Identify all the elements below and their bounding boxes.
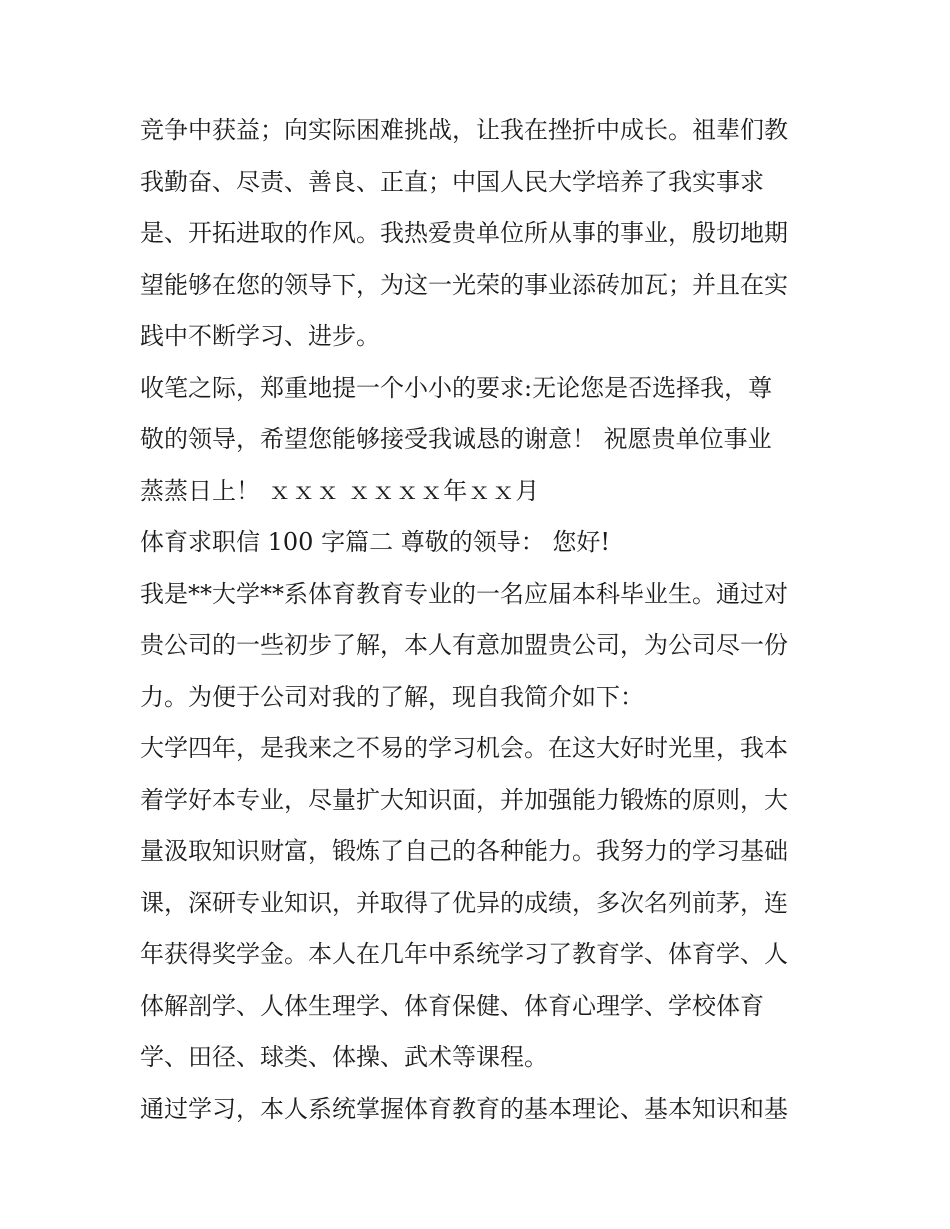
- text-line: 着学好本专业，尽量扩大知识面，并加强能力锻炼的原则，大: [140, 785, 788, 814]
- text-line: 力。为便于公司对我的了解，现自我简介如下：: [140, 682, 644, 711]
- text-line: 竞争中获益；向实际困难挑战，让我在挫折中成长。祖辈们教: [140, 116, 788, 144]
- section-heading: 体育求职信 100 字篇二 尊敬的领导： 您好!: [140, 528, 610, 556]
- text-line: 践中不断学习、进步。: [140, 322, 380, 350]
- text-line: 我勤奋、尽责、善良、正直；中国人民大学培养了我实事求: [140, 167, 764, 196]
- text-line: 收笔之际，郑重地提一个小小的要求:无论您是否选择我，尊: [140, 373, 773, 402]
- text-line: 蒸蒸日上！ ｘｘｘ ｘｘｘｘ年ｘｘ月: [140, 476, 540, 505]
- text-line: 课，深研专业知识，并取得了优异的成绩，多次名列前茅，连: [140, 888, 788, 917]
- text-line: 体解剖学、人体生理学、体育保健、体育心理学、学校体育: [140, 991, 764, 1020]
- text-line: 年获得奖学金。本人在几年中系统学习了教育学、体育学、人: [140, 940, 788, 968]
- text-line: 量汲取知识财富，锻炼了自己的各种能力。我努力的学习基础: [140, 837, 788, 865]
- text-line: 望能够在您的领导下，为这一光荣的事业添砖加瓦；并且在实: [140, 270, 788, 299]
- text-line: 大学四年，是我来之不易的学习机会。在这大好时光里，我本: [140, 734, 788, 762]
- text-line: 我是**大学**系体育教育专业的一名应届本科毕业生。通过对: [140, 579, 788, 608]
- body-text: [140, 105, 820, 1135]
- text-line: 是、开拓进取的作风。我热爱贵单位所从事的事业，殷切地期: [140, 219, 788, 247]
- text-line: 贵公司的一些初步了解，本人有意加盟贵公司，为公司尽一份: [140, 631, 788, 659]
- text-line: 敬的领导，希望您能够接受我诚恳的谢意！ 祝愿贵单位事业: [140, 425, 772, 453]
- text-line: 通过学习，本人系统掌握体育教育的基本理论、基本知识和基: [140, 1094, 788, 1123]
- text-line: 学、田径、球类、体操、武术等课程。: [140, 1043, 548, 1071]
